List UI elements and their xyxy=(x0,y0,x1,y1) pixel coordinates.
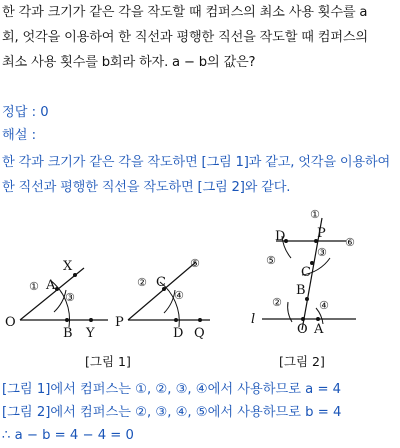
label-p-fig2: P xyxy=(317,226,326,241)
answer-label: 정답 : 0 xyxy=(2,105,49,120)
construction-figures xyxy=(0,200,400,380)
label-l: l xyxy=(251,312,256,327)
question-line-3: 최소 사용 횟수를 b회라 하자. a − b의 값은? xyxy=(2,55,256,70)
label-c: C xyxy=(156,275,166,290)
step-6-marker: ⑥ xyxy=(345,236,355,249)
figure-1-caption: [그림 1] xyxy=(85,354,131,369)
point-b xyxy=(65,318,69,322)
step-2-marker-fig2: ② xyxy=(272,296,282,309)
figure-2-caption: [그림 2] xyxy=(279,354,325,369)
question-line-2: 회, 엇각을 이용하여 한 직선과 평행한 직선을 작도할 때 컴퍼스의 xyxy=(2,30,368,45)
label-p: P xyxy=(115,315,124,330)
label-o: O xyxy=(5,315,16,330)
label-y: Y xyxy=(86,326,95,341)
point-o2 xyxy=(301,317,305,321)
figure-1 xyxy=(5,259,108,341)
label-q: Q xyxy=(194,326,205,341)
step-5-marker-fig2: ⑤ xyxy=(266,254,276,267)
figure-2 xyxy=(251,208,356,337)
figure-1b xyxy=(115,257,210,341)
result-line-3: ∴ a − b = 4 − 4 = 0 xyxy=(2,428,134,443)
step-3-marker-fig2: ③ xyxy=(317,246,327,259)
explanation-label: 해설 : xyxy=(2,128,37,143)
step-4-marker-fig2: ④ xyxy=(319,299,329,312)
label-a-fig2: A xyxy=(314,322,324,337)
step-1-marker: ① xyxy=(29,280,39,293)
step-2-marker: ② xyxy=(137,276,147,289)
question-line-1: 한 각과 크기가 같은 각을 작도할 때 컴퍼스의 최소 사용 횟수를 a xyxy=(2,5,368,20)
point-a xyxy=(55,287,59,291)
result-line-2: [그림 2]에서 컴퍼스는 ②, ③, ④, ⑤에서 사용하므로 b = 4 xyxy=(2,405,342,420)
step-1-marker-fig2: ① xyxy=(310,208,320,221)
explanation-line-2: 한 직선과 평행한 직선을 작도하면 [그림 2]와 같다. xyxy=(2,180,291,195)
step-4-marker: ④ xyxy=(174,289,184,302)
step-5-marker: ⑤ xyxy=(190,257,200,270)
label-d: D xyxy=(173,326,184,341)
label-d-fig2: D xyxy=(275,229,286,244)
point-a2 xyxy=(316,317,320,321)
point-b2 xyxy=(305,297,309,301)
explanation-line-1: 한 각과 크기가 같은 각을 작도하면 [그림 1]과 같고, 엇각을 이용하여 xyxy=(2,155,391,170)
ray-pc xyxy=(128,262,196,320)
point-d xyxy=(174,318,178,322)
result-line-1: [그림 1]에서 컴퍼스는 ①, ②, ③, ④에서 사용하므로 a = 4 xyxy=(2,382,342,397)
label-a: A xyxy=(46,278,56,293)
label-c-fig2: C xyxy=(301,265,311,280)
step-3-marker: ③ xyxy=(65,291,75,304)
label-x: X xyxy=(63,259,73,274)
label-b: B xyxy=(63,326,73,341)
point-y xyxy=(89,318,93,322)
explanation-text xyxy=(2,150,400,200)
question-text xyxy=(2,0,400,75)
label-b-fig2: B xyxy=(296,283,306,298)
point-x xyxy=(73,273,77,277)
label-o-fig2: O xyxy=(297,322,308,337)
point-q xyxy=(198,318,202,322)
